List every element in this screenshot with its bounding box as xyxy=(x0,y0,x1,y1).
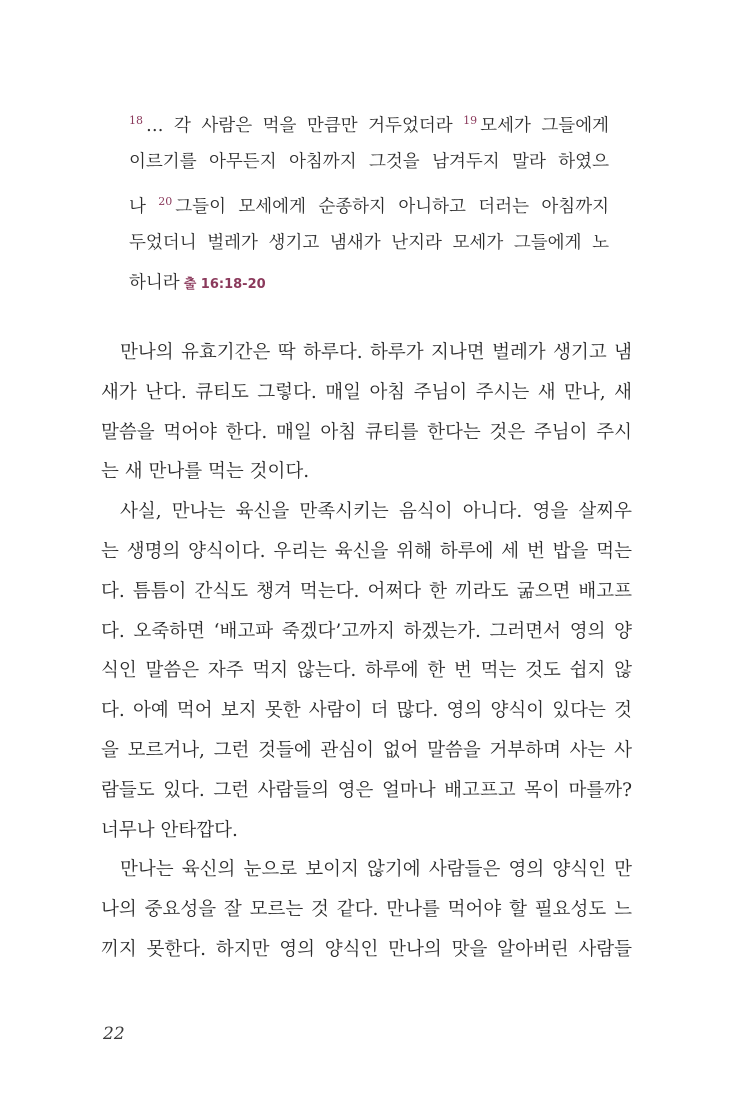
body-line: 다. 아예 먹어 보지 못한 사람이 더 많다. 영의 양식이 있다는 것 xyxy=(101,700,632,722)
body-line: 식인 말씀은 자주 먹지 않는다. 하루에 한 번 먹는 것도 쉽지 않 xyxy=(101,660,632,682)
body-line: 나의 중요성을 잘 모르는 것 같다. 만나를 먹어야 할 필요성도 느 xyxy=(101,899,632,921)
quote-text: 모세가 그들에게 xyxy=(480,116,610,136)
quote-line xyxy=(129,142,609,183)
body-line: 새가 난다. 큐티도 그렇다. 매일 아침 주님이 주시는 새 만나, 새 xyxy=(101,381,632,403)
page-number: 22 xyxy=(103,1024,125,1044)
body-line: 람들도 있다. 그런 사람들의 영은 얼마나 배고프고 목이 마를까? xyxy=(101,779,632,801)
body-line: 을 모르거나, 그런 것들에 관심이 없어 말씀을 거부하며 사는 사 xyxy=(101,739,632,761)
quote-text: 나 xyxy=(129,197,159,217)
body-line: 는 생명의 양식이다. 우리는 육신을 위해 하루에 세 번 밥을 먹는 xyxy=(101,540,632,562)
quote-text: 그들이 모세에게 순종하지 아니하고 더러는 아침까지 xyxy=(175,197,610,217)
quote-text: 하니라 xyxy=(129,273,180,293)
verse-number: 20 xyxy=(158,195,173,208)
quote-line xyxy=(129,223,609,264)
scripture-quote xyxy=(129,101,609,304)
verse-number: 19 xyxy=(463,114,478,127)
quote-line xyxy=(129,101,609,142)
body-line: 끼지 못한다. 하지만 영의 양식인 만나의 맛을 알아버린 사람들 xyxy=(101,938,632,960)
scripture-reference: 출 16:18-20 xyxy=(183,277,266,292)
body-line: 는 새 만나를 먹는 것이다. xyxy=(101,461,310,483)
quote-text: 두었더니 벌레가 생기고 냄새가 난지라 모세가 그들에게 노 xyxy=(129,232,609,253)
body-line: 너무나 안타깝다. xyxy=(101,819,238,841)
quote-text: 이르기를 아무든지 아침까지 그것을 남겨두지 말라 하였으 xyxy=(129,151,609,172)
body-text xyxy=(101,333,632,970)
quote-line xyxy=(129,182,609,223)
body-line: 다. 오죽하면 ‘배고파 죽겠다’고까지 하겠는가. 그러면서 영의 양 xyxy=(101,620,632,642)
body-line: 다. 틈틈이 간식도 챙겨 먹는다. 어쩌다 한 끼라도 굶으면 배고프 xyxy=(101,580,632,602)
quote-text: … 각 사람은 먹을 만큼만 거두었더라 xyxy=(146,116,464,136)
body-line: 말씀을 먹어야 한다. 매일 아침 큐티를 한다는 것은 주님이 주시 xyxy=(101,421,632,443)
body-line: 만나는 육신의 눈으로 보이지 않기에 사람들은 영의 양식인 만 xyxy=(120,859,632,881)
body-line: 사실, 만나는 육신을 만족시키는 음식이 아니다. 영을 살찌우 xyxy=(120,501,632,523)
body-line: 만나의 유효기간은 딱 하루다. 하루가 지나면 벌레가 생기고 냄 xyxy=(120,342,632,363)
verse-number: 18 xyxy=(129,114,143,127)
quote-line xyxy=(129,263,609,304)
